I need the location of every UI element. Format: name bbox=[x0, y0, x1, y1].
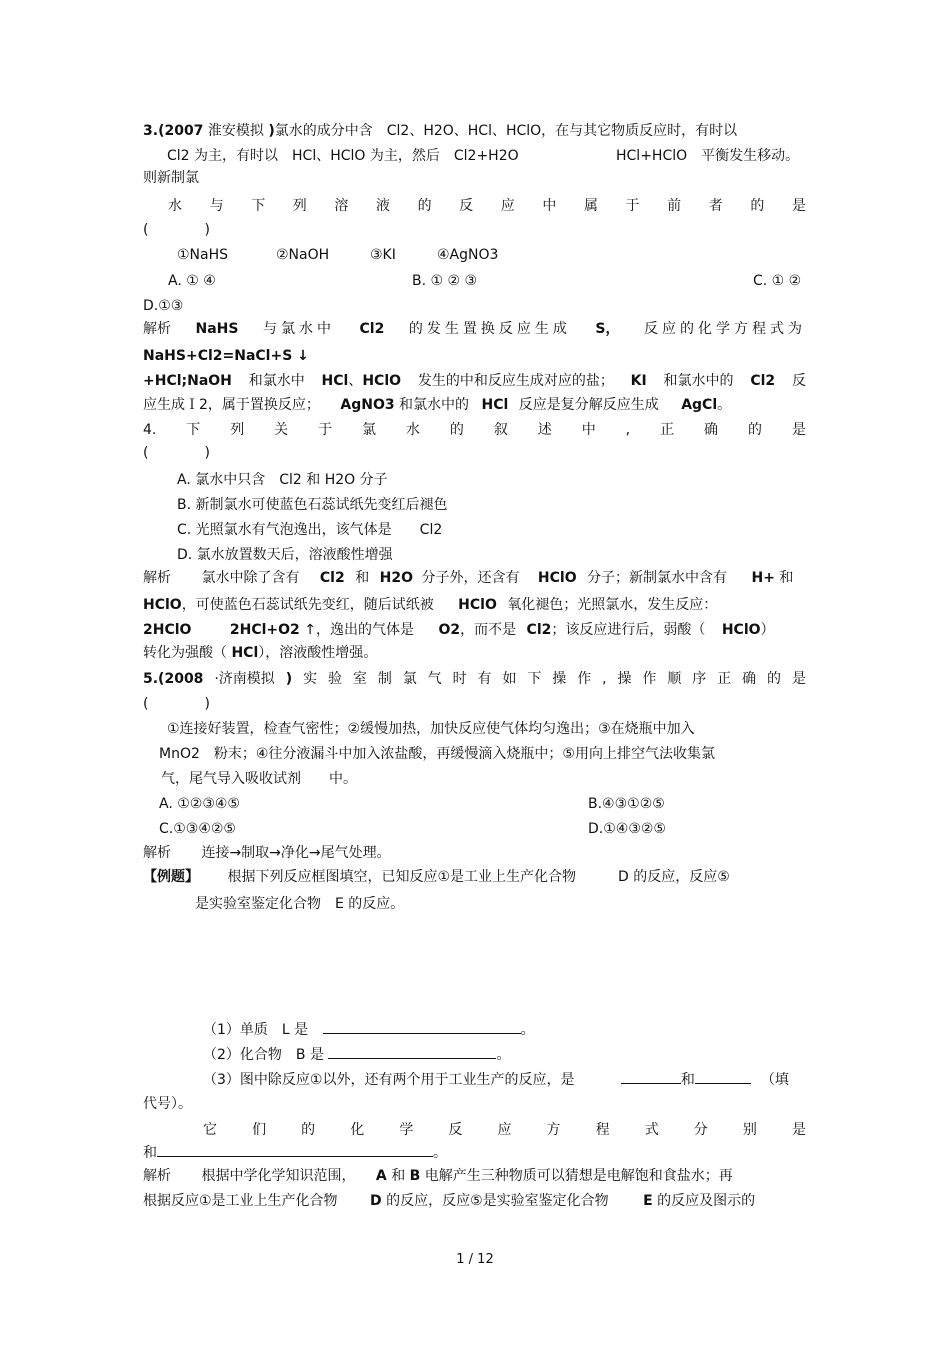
q3-char: 溶 bbox=[334, 198, 349, 214]
q4-choice-d: D. 氯水放置数天后，溶液酸性增强 bbox=[177, 547, 393, 563]
formula: HCl bbox=[231, 645, 259, 661]
text: 和 bbox=[143, 1145, 157, 1161]
text: 和 bbox=[680, 1072, 695, 1088]
q5-char: 如 bbox=[502, 671, 517, 687]
example-analysis-line-2 bbox=[143, 1191, 806, 1211]
text: 的发生置换反应生成 bbox=[408, 321, 571, 337]
q5-char: 作 bbox=[577, 671, 592, 687]
text: 与氯水中 bbox=[263, 321, 335, 337]
formula: E bbox=[643, 1193, 653, 1209]
q5-char: 氯 bbox=[402, 671, 417, 687]
q3-char: 是 bbox=[791, 198, 806, 214]
ex-char: 方 bbox=[546, 1122, 561, 1138]
q3-char: 下 bbox=[251, 198, 266, 214]
q3-char: 水 bbox=[168, 198, 182, 214]
text: ；该反应进行后，弱酸（ bbox=[551, 622, 706, 638]
text: 根据中学化学知识范围， bbox=[201, 1168, 356, 1184]
q5-body-2: MnO2 粉末；④往分液漏斗中加入浓盐酸，再缓慢滴入烧瓶中；⑤用向上排空气法收集氯 bbox=[159, 746, 715, 762]
q3-choices-row bbox=[143, 271, 806, 291]
formula: KI bbox=[630, 373, 647, 389]
q3-char: 属 bbox=[583, 198, 598, 214]
q3-line2-text: Cl2 为主，有时以 HCl、HClO 为主，然后 Cl2+H2O bbox=[167, 148, 519, 164]
text: 转化为强酸（ bbox=[143, 645, 227, 661]
q5-char: 验 bbox=[327, 671, 342, 687]
ex-char: 学 bbox=[399, 1122, 414, 1138]
q3-analysis-line-3 bbox=[143, 371, 806, 391]
q5-choice-a: A. ①②③④⑤ bbox=[159, 796, 240, 812]
text: ↑，逸出的气体是 bbox=[304, 622, 414, 638]
q5-paren: ( ) bbox=[143, 696, 210, 712]
q4-char: 确 bbox=[704, 422, 718, 438]
q3-char: 于 bbox=[625, 198, 640, 214]
text: 应生成Ｉ2，属于置换反应； bbox=[143, 397, 320, 413]
formula: AgNO3 bbox=[340, 397, 395, 413]
q3-line-1 bbox=[143, 121, 806, 141]
answer-blank-b[interactable] bbox=[328, 1044, 496, 1059]
formula: HClO bbox=[721, 622, 761, 638]
q5-char: 制 bbox=[377, 671, 392, 687]
example-line-1 bbox=[143, 867, 806, 887]
q4-analysis-line-2 bbox=[143, 595, 806, 615]
q4-char: 水 bbox=[405, 422, 420, 438]
q5-body-3: 气，尾气导入吸收试剂 中。 bbox=[161, 771, 357, 787]
analysis-label: 解析 bbox=[143, 845, 171, 861]
text: 和氯水中 bbox=[248, 373, 305, 389]
text: ） bbox=[760, 622, 775, 638]
q4-analysis-line-1 bbox=[143, 568, 806, 588]
q3-source-close: ) bbox=[268, 123, 275, 139]
q4-char: 叙 bbox=[493, 422, 508, 438]
q5-char: 下 bbox=[527, 671, 542, 687]
q3-char: 与 bbox=[209, 198, 224, 214]
text: 和氯水中的 bbox=[663, 373, 734, 389]
page-number: 1 / 12 bbox=[456, 1252, 494, 1267]
q3-choice-d: D.①③ bbox=[143, 298, 184, 314]
formula: +HCl;NaOH bbox=[143, 373, 232, 389]
example-label: 【例题】 bbox=[143, 869, 199, 885]
text: 反 bbox=[791, 373, 806, 389]
answer-blank-equations[interactable] bbox=[157, 1142, 433, 1157]
q5-char: 顺 bbox=[667, 671, 682, 687]
formula: NaHS bbox=[195, 321, 239, 337]
q5-char: , bbox=[602, 671, 607, 687]
text: 。 bbox=[717, 397, 732, 413]
q4-char: 的 bbox=[449, 422, 464, 438]
ex-char: 的 bbox=[301, 1122, 316, 1138]
example-line-2: 是实验室鉴定化合物 E 的反应。 bbox=[195, 896, 405, 912]
formula: Cl2 bbox=[526, 622, 552, 638]
q4-char: 于 bbox=[318, 422, 333, 438]
q3-source-place: 淮安模拟 bbox=[207, 123, 264, 139]
text: 。 bbox=[520, 1022, 535, 1038]
formula: Cl2 bbox=[359, 321, 385, 337]
analysis-label: 解析 bbox=[143, 1168, 171, 1184]
q3-number: 3. bbox=[143, 123, 159, 139]
text: 根据下列反应框图填空，已知反应①是工业上生产化合物 D 的反应，反应⑤ bbox=[227, 869, 730, 885]
text: 反应的化学方程式为 bbox=[643, 321, 806, 337]
q3-char: 中 bbox=[542, 198, 557, 214]
formula: H+ bbox=[751, 570, 775, 586]
formula: HClO bbox=[143, 597, 182, 613]
q5-place: ·济南模拟 bbox=[214, 671, 275, 687]
formula: S， bbox=[595, 321, 620, 337]
q3-option: ④AgNO3 bbox=[437, 247, 499, 263]
analysis-label: 解析 bbox=[143, 321, 171, 337]
ex-char: 反 bbox=[448, 1122, 463, 1138]
formula: H2O bbox=[379, 570, 413, 586]
text: 和 bbox=[391, 1168, 406, 1184]
q5-choice-c: C.①③④②⑤ bbox=[159, 821, 236, 837]
text: （2）化合物 B 是 bbox=[203, 1047, 324, 1063]
formula: HCl bbox=[321, 373, 349, 389]
text: ，可使蓝色石蕊试纸先变红，随后试纸被 bbox=[181, 597, 434, 613]
q5-char: 序 bbox=[692, 671, 707, 687]
q4-char: 列 bbox=[230, 422, 245, 438]
q5-analysis bbox=[143, 843, 806, 863]
answer-blank-l[interactable] bbox=[323, 1019, 521, 1034]
q5-line-1 bbox=[143, 669, 806, 689]
text: 氧化褪色；光照氯水，发生反应： bbox=[507, 597, 718, 613]
blank-3-row bbox=[203, 1069, 866, 1089]
q5-char: 操 bbox=[617, 671, 632, 687]
q5-char: 室 bbox=[352, 671, 367, 687]
text: 氯水中除了含有 bbox=[201, 570, 300, 586]
answer-blank-reaction-1[interactable] bbox=[621, 1069, 681, 1084]
q5-char: 气 bbox=[427, 671, 442, 687]
text: （1）单质 L 是 bbox=[203, 1022, 309, 1038]
q4-char: 的 bbox=[747, 422, 762, 438]
formula: AgCl bbox=[681, 397, 718, 413]
ex-char: 们 bbox=[252, 1122, 267, 1138]
q4-choice-c: C. 光照氯水有气泡逸出，该气体是 Cl2 bbox=[177, 522, 443, 538]
ex-char: 化 bbox=[350, 1122, 365, 1138]
q4-line-1 bbox=[143, 420, 806, 440]
text: 分子；新制氯水中含有 bbox=[587, 570, 728, 586]
q3-line2-right: HCl+HClO 平衡发生移动。 bbox=[616, 148, 800, 164]
q5-char: 是 bbox=[791, 671, 806, 687]
text: 根据反应①是工业上生产化合物 bbox=[143, 1193, 338, 1209]
q3-option: ②NaOH bbox=[276, 247, 330, 263]
q3-analysis-line-1 bbox=[143, 319, 806, 339]
text: 的反应，反应⑤是实验室鉴定化合物 bbox=[386, 1193, 609, 1209]
ex-char: 程 bbox=[595, 1122, 610, 1138]
q3-option: ①NaHS bbox=[177, 247, 229, 263]
formula: 2HClO bbox=[143, 622, 192, 638]
answer-blank-reaction-2[interactable] bbox=[695, 1069, 751, 1084]
q5-char: 操 bbox=[552, 671, 567, 687]
q3-line1-rest: 氯水的成分中含 Cl2、H2O、HCl、HClO，在与其它物质反应时，有时以 bbox=[274, 123, 738, 139]
q3-line-4 bbox=[168, 196, 806, 216]
text: ，而不是 bbox=[460, 622, 517, 638]
q3-line-2 bbox=[167, 146, 807, 166]
text: 。 bbox=[496, 1047, 511, 1063]
q4-char: 下 bbox=[186, 422, 201, 438]
blank-1-row bbox=[203, 1019, 866, 1039]
q5-char: 确 bbox=[742, 671, 757, 687]
q5-number-source: 5.(2008 bbox=[143, 671, 204, 687]
text: 和氯水中的 bbox=[399, 397, 470, 413]
blank-2-row bbox=[203, 1044, 866, 1064]
example-analysis-line-1 bbox=[143, 1166, 806, 1186]
q5-char: 时 bbox=[452, 671, 467, 687]
q3-char: 的 bbox=[750, 198, 765, 214]
q3-char: 者 bbox=[708, 198, 723, 214]
ex-char: 别 bbox=[742, 1122, 757, 1138]
q3-char: 应 bbox=[500, 198, 515, 214]
q3-choice-b: B. ① ② ③ bbox=[412, 273, 478, 289]
text: 、 bbox=[348, 373, 363, 389]
q5-char: 实 bbox=[303, 671, 318, 687]
formula: 2HCl+O2 bbox=[229, 622, 300, 638]
blank-4-line-2 bbox=[143, 1142, 806, 1162]
q4-char: 4. bbox=[143, 422, 157, 438]
text: ），溶液酸性增强。 bbox=[258, 645, 378, 661]
q5-char: 作 bbox=[642, 671, 657, 687]
q4-paren: ( ) bbox=[143, 445, 210, 461]
q5-choices-row-1 bbox=[143, 794, 806, 814]
q4-choice-b: B. 新制氯水可使蓝色石蕊试纸先变红后褪色 bbox=[177, 497, 448, 513]
blank-4-line-1 bbox=[203, 1120, 806, 1140]
q4-char: 述 bbox=[537, 422, 552, 438]
q3-char: 反 bbox=[459, 198, 474, 214]
q5-choice-b: B.④③①②⑤ bbox=[588, 796, 665, 812]
ex-char: 应 bbox=[497, 1122, 512, 1138]
ex-char: 分 bbox=[693, 1122, 708, 1138]
analysis-label: 解析 bbox=[143, 570, 171, 586]
text: 和 bbox=[779, 570, 794, 586]
blank-3-line-2: 代号）。 bbox=[143, 1096, 192, 1112]
formula: B bbox=[409, 1168, 421, 1184]
q4-char: 关 bbox=[274, 422, 289, 438]
q3-choice-c: C. ① ② bbox=[753, 273, 802, 289]
ex-char: 是 bbox=[791, 1122, 806, 1138]
text: 。 bbox=[433, 1145, 447, 1161]
q3-line-3: 则新制氯 bbox=[143, 170, 199, 186]
q4-analysis-line-3 bbox=[143, 620, 806, 640]
q4-choice-a: A. 氯水中只含 Cl2 和 H2O 分子 bbox=[177, 472, 388, 488]
q3-option: ③KI bbox=[370, 247, 396, 263]
text: （填 bbox=[760, 1072, 789, 1088]
q4-char: 正 bbox=[660, 422, 675, 438]
q3-char: 列 bbox=[292, 198, 307, 214]
q3-char: 液 bbox=[375, 198, 390, 214]
text: 的反应及图示的 bbox=[657, 1193, 756, 1209]
q3-source: (2007 bbox=[158, 123, 204, 139]
q5-body-1: ①连接好装置，检查气密性；②缓慢加热，加快反应使气体均匀逸出；③在烧瓶中加入 bbox=[167, 721, 695, 737]
text: 和 bbox=[355, 570, 370, 586]
formula: Cl2 bbox=[319, 570, 345, 586]
formula: HClO bbox=[362, 373, 402, 389]
q5-char: 有 bbox=[477, 671, 492, 687]
q4-char: 中 bbox=[581, 422, 596, 438]
text: 发生的中和反应生成对应的盐； bbox=[417, 373, 614, 389]
q5-close: ) bbox=[285, 671, 293, 687]
q4-char: , bbox=[625, 422, 631, 438]
text: 电解产生三种物质可以猜想是电解饱和食盐水；再 bbox=[424, 1168, 733, 1184]
q3-paren: ( ) bbox=[143, 222, 210, 238]
ex-char: 式 bbox=[644, 1122, 659, 1138]
q4-char: 氯 bbox=[362, 422, 377, 438]
q5-choice-d: D.①④③②⑤ bbox=[588, 821, 666, 837]
q3-options-row bbox=[143, 245, 806, 265]
q4-char: 是 bbox=[791, 422, 806, 438]
formula: HClO bbox=[458, 597, 497, 613]
formula: HCl bbox=[481, 397, 509, 413]
formula: Cl2 bbox=[750, 373, 776, 389]
q3-char: 的 bbox=[417, 198, 432, 214]
q4-analysis-line-4 bbox=[143, 643, 806, 663]
formula: D bbox=[370, 1193, 382, 1209]
q5-choices-row-2 bbox=[143, 819, 806, 839]
text: 反应是复分解反应生成 bbox=[518, 397, 659, 413]
q5-char: 的 bbox=[767, 671, 782, 687]
q5-char: 正 bbox=[717, 671, 732, 687]
ex-char: 它 bbox=[203, 1122, 217, 1138]
text: 分子外，还含有 bbox=[421, 570, 520, 586]
formula: HClO bbox=[537, 570, 577, 586]
formula: O2 bbox=[438, 622, 461, 638]
q3-choice-a: A. ① ④ bbox=[168, 273, 216, 289]
q3-analysis-line-4 bbox=[143, 395, 806, 415]
text: （3）图中除反应①以外，还有两个用于工业生产的反应，是 bbox=[203, 1072, 575, 1088]
q3-char: 前 bbox=[667, 198, 682, 214]
text: 连接→制取→净化→尾气处理。 bbox=[201, 845, 391, 861]
formula: A bbox=[375, 1168, 387, 1184]
q3-equation: NaHS+Cl2=NaCl+S ↓ bbox=[143, 348, 309, 364]
